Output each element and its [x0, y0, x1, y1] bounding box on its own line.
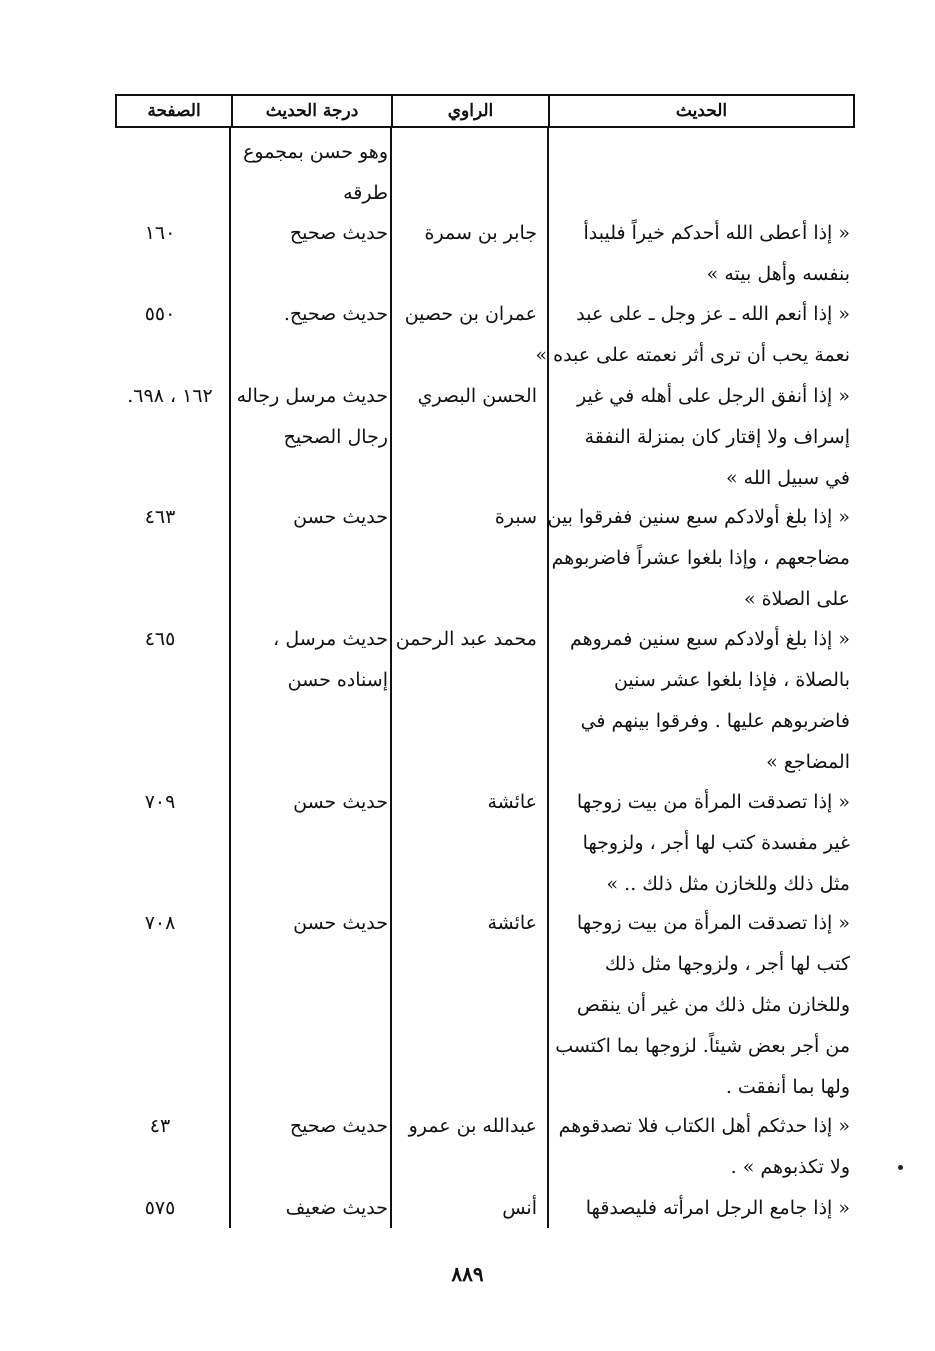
hadith-line: « إذا بلغ أولادكم سبع سنين ففرقوا بين [547, 506, 850, 529]
grade-line: حديث مرسل ، [273, 628, 388, 651]
hadith-text [547, 497, 850, 620]
page-reference: ٤٣ [149, 1115, 171, 1138]
hadith-line: المضاجع » [766, 751, 850, 774]
hadith-line: في سبيل الله » [726, 466, 850, 489]
hadith-line: فاضربوهم عليها . وفرقوا بينهم في [580, 710, 850, 733]
hadith-grade [228, 1188, 388, 1229]
hadith-line: « إذا أعطى الله أحدكم خيراً فليبدأ [583, 222, 850, 245]
hadith-line: ولا تكذبوهم » . [730, 1156, 850, 1179]
narrator: محمد عبد الرحمن [395, 628, 537, 651]
hadith-text [550, 1188, 850, 1229]
hadith-line: « إذا جامع الرجل امرأته فليصدقها [585, 1196, 850, 1219]
hadith-line: « إذا تصدقت المرأة من بيت زوجها [576, 912, 850, 935]
grade-line: حديث حسن [293, 912, 388, 935]
header-hadith: الحديث [548, 96, 853, 126]
hadith-grade [228, 213, 388, 254]
hadith-grade [228, 497, 388, 538]
hadith-line: ولها بما أنفقت . [725, 1076, 850, 1099]
grade-line: رجال الصحيح [283, 425, 388, 448]
hadith-line: إسراف ولا إقتار كان بمنزلة النفقة [584, 425, 850, 448]
hadith-text [550, 619, 850, 783]
hadith-line: « إذا حدثكم أهل الكتاب فلا تصدقوهم [558, 1115, 850, 1138]
hadith-line: نعمة يحب أن ترى أثر نعمته على عبده » [535, 344, 850, 367]
hadith-line: غير مفسدة كتب لها أجر ، ولزوجها [582, 831, 850, 854]
page-reference: ٥٧٥ [144, 1196, 176, 1219]
header-grade: درجة الحديث [231, 96, 391, 126]
hadith-text [535, 294, 850, 376]
hadith-text [550, 376, 850, 499]
hadith-line: مضاجعهم ، وإذا بلغوا عشراً فاضربوهم [551, 547, 850, 570]
narrator: أنس [502, 1196, 537, 1219]
grade-line: طرقه [343, 182, 388, 204]
page-reference: ٤٦٣ [144, 506, 176, 529]
page-reference: ٥٥٠ [144, 303, 176, 326]
narrator: سبرة [494, 506, 537, 529]
page-reference: ٧٠٩ [144, 790, 176, 813]
hadith-line: « إذا تصدقت المرأة من بيت زوجها [576, 790, 850, 813]
hadith-grade [228, 132, 388, 214]
margin-dot [898, 1165, 903, 1170]
page-reference: ٤٦٥ [144, 628, 176, 651]
grade-line: حديث ضعيف [285, 1196, 388, 1219]
grade-line: حديث صحيح [289, 222, 388, 245]
column-rule [390, 128, 392, 1228]
grade-line: حديث مرسل رجاله [236, 384, 388, 407]
table-header [115, 94, 855, 128]
hadith-line: « إذا أنعم الله ـ عز وجل ـ على عبد [576, 303, 850, 326]
hadith-text [550, 903, 850, 1108]
header-narrator: الراوي [391, 96, 548, 126]
hadith-line: « إذا بلغ أولادكم سبع سنين فمروهم [569, 628, 850, 651]
header-page: الصفحة [147, 101, 201, 121]
grade-line: حديث حسن [293, 506, 388, 529]
hadith-line: بنفسه وأهل بيته » [706, 263, 850, 286]
hadith-line: كتب لها أجر ، ولزوجها مثل ذلك [604, 953, 850, 976]
grade-line: حديث حسن [293, 790, 388, 813]
hadith-line: وللخازن مثل ذلك من غير أن ينقص [576, 994, 850, 1017]
hadith-grade [228, 619, 388, 701]
hadith-grade [228, 903, 388, 944]
grade-line: إسناده حسن [287, 669, 388, 692]
page-reference: ١٦٠ [144, 222, 176, 245]
hadith-text [550, 1106, 850, 1188]
hadith-grade [228, 376, 388, 458]
hadith-text [550, 213, 850, 295]
grade-line: حديث صحيح. [283, 303, 388, 326]
narrator: الحسن البصري [417, 384, 537, 407]
hadith-text [550, 782, 850, 905]
grade-line: وهو حسن بمجموع [243, 141, 388, 163]
narrator: عمران بن حصين [404, 303, 537, 326]
hadith-grade [228, 782, 388, 823]
narrator: جابر بن سمرة [424, 222, 537, 245]
page-reference: ١٦٢ ، ٦٩٨. [127, 384, 213, 407]
hadith-line: بالصلاة ، فإذا بلغوا عشر سنين [613, 669, 850, 692]
hadith-line: من أجر بعض شيئاً. لزوجها بما اكتسب [555, 1035, 850, 1058]
page-reference: ٧٠٨ [144, 912, 176, 935]
hadith-grade [228, 1106, 388, 1147]
column-rule [547, 128, 549, 1228]
grade-line: حديث صحيح [289, 1115, 388, 1138]
narrator: عائشة [487, 790, 537, 813]
page-number: ٨٨٩ [451, 1262, 484, 1286]
narrator: عبدالله بن عمرو [408, 1115, 537, 1138]
hadith-line: مثل ذلك وللخازن مثل ذلك .. » [606, 872, 850, 895]
hadith-line: « إذا أنفق الرجل على أهله في غير [577, 384, 850, 407]
narrator: عائشة [487, 912, 537, 935]
hadith-grade [228, 294, 388, 335]
hadith-line: على الصلاة » [743, 588, 850, 611]
